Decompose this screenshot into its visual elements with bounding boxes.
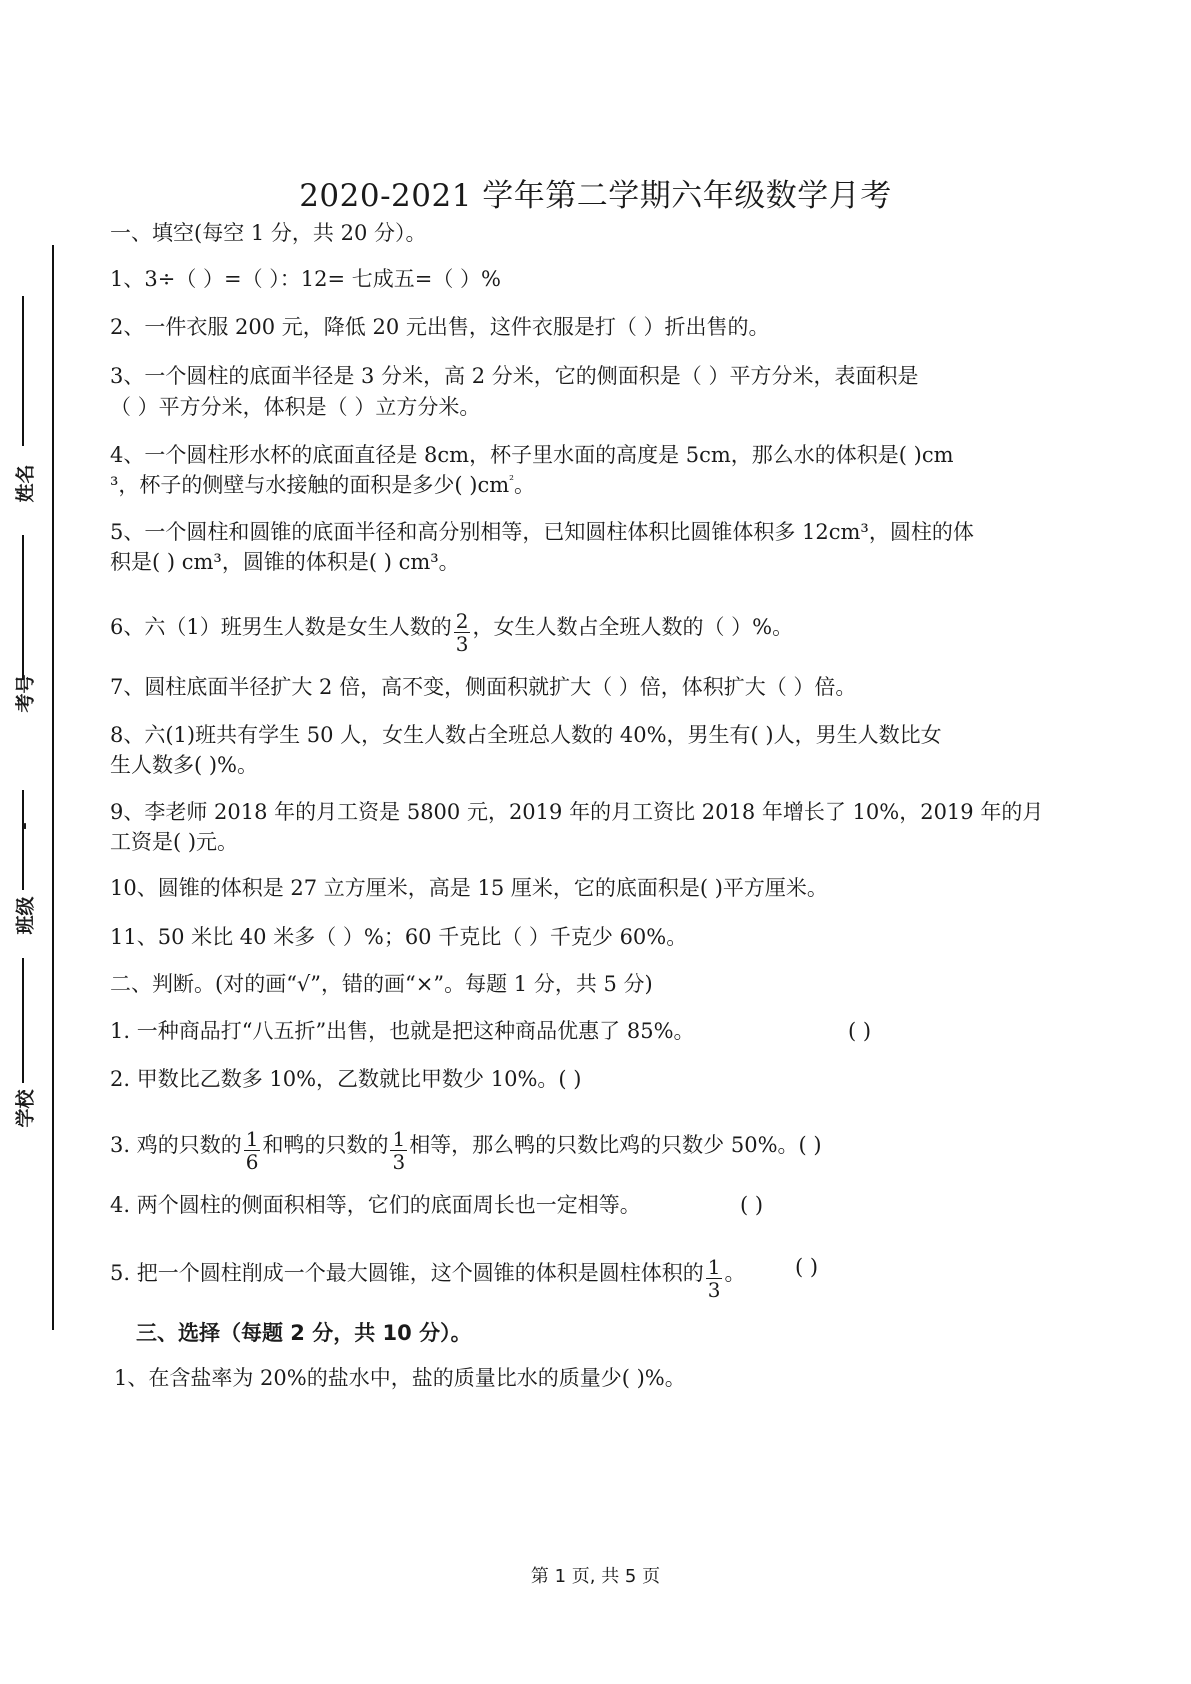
- exam-number-label: 考号: [14, 674, 37, 713]
- s2-q5-text-b: 。: [724, 1261, 746, 1285]
- s2-q5-text-a: 5. 把一个圆柱削成一个最大圆锥，这个圆锥的体积是圆柱体积的: [110, 1261, 704, 1285]
- s1-question-5-line2: 积是( ) cm³，圆锥的体积是( ) cm³。: [110, 550, 460, 574]
- s2-question-1-answer-paren: ( ): [848, 1019, 872, 1043]
- binding-margin-line: [52, 245, 54, 1330]
- s1-question-3-line1: 3、一个圆柱的底面半径是 3 分米，高 2 分米，它的侧面积是（ ）平方分米，表面积是: [110, 364, 919, 388]
- s1-question-1: 1、3÷（ ）=（ ）：12= 七成五=（ ）%: [110, 267, 501, 291]
- fraction-denominator: 3: [707, 1278, 721, 1302]
- s1-question-4-line1: 4、一个圆柱形水杯的底面直径是 8cm，杯子里水面的高度是 5cm，那么水的体积是( )cm: [110, 443, 954, 467]
- class-underline-bottom: [22, 840, 24, 890]
- name-label: 姓名: [14, 464, 37, 503]
- margin-dash: -: [13, 822, 35, 830]
- class-label: 班级: [14, 896, 37, 935]
- s1-question-9-line2: 工资是( )元。: [110, 830, 239, 854]
- fraction-1-3: [706, 1256, 723, 1301]
- s1-question-5-line1: 5、一个圆柱和圆锥的底面半径和高分别相等，已知圆柱体积比圆锥体积多 12cm³，圆柱的体: [110, 520, 974, 544]
- fraction-1-6: [244, 1128, 261, 1173]
- s1-question-8-line2: 生人数多( )%。: [110, 753, 259, 777]
- name-underline: [22, 296, 24, 446]
- fraction-denominator: 3: [392, 1150, 406, 1174]
- fraction-2-3: [454, 610, 471, 655]
- s2-q3-text-a: 3. 鸡的只数的: [110, 1133, 242, 1157]
- s1-question-10: 10、圆锥的体积是 27 立方厘米，高是 15 厘米，它的底面积是( )平方厘米。: [110, 876, 828, 900]
- s2-question-4: 4. 两个圆柱的侧面积相等，它们的底面周长也一定相等。: [110, 1193, 641, 1217]
- s1-q6-text-b: ，女生人数占全班人数的（ ）%。: [472, 615, 794, 639]
- s1-question-2: 2、一件衣服 200 元，降低 20 元出售，这件衣服是打（ ）折出售的。: [110, 315, 770, 339]
- s2-question-1: 1. 一种商品打“八五折”出售，也就是把这种商品优惠了 85%。: [110, 1019, 695, 1043]
- fraction-1-3: [390, 1128, 407, 1173]
- s1-q6-text-a: 6、六（1）班男生人数是女生人数的: [110, 615, 452, 639]
- s1-question-3-line2: （ ）平方分米，体积是（ ）立方分米。: [110, 395, 481, 419]
- s1-q4-superscript: ²: [509, 473, 514, 487]
- s2-question-5-answer-paren: ( ): [795, 1255, 819, 1279]
- s1-q4-text-a: ³，杯子的侧壁与水接触的面积是多少( )cm: [110, 473, 510, 497]
- fraction-numerator: 2: [455, 609, 469, 633]
- s2-question-3: [110, 1124, 822, 1174]
- s1-q4-text-b: 。: [513, 473, 535, 497]
- school-label: 学校: [14, 1089, 37, 1128]
- school-underline: [22, 958, 24, 1083]
- s1-question-4-line2: [110, 470, 535, 500]
- exam-number-underline: [22, 535, 24, 680]
- s1-question-7: 7、圆柱底面半径扩大 2 倍，高不变，侧面积就扩大（ ）倍，体积扩大（ ）倍。: [110, 675, 857, 699]
- fraction-numerator: 1: [392, 1127, 406, 1151]
- fraction-denominator: 6: [245, 1150, 259, 1174]
- section1-heading: 一、填空(每空 1 分，共 20 分）。: [110, 221, 427, 245]
- s1-question-8-line1: 8、六(1)班共有学生 50 人，女生人数占全班总人数的 40%，男生有( )人，男生人数比女: [110, 723, 942, 747]
- s1-question-9-line1: 9、李老师 2018 年的月工资是 5800 元，2019 年的月工资比 2018 年增长了 10%，2019 年的月: [110, 800, 1044, 824]
- s2-q3-text-b: 和鸭的只数的: [262, 1133, 389, 1157]
- s2-question-4-answer-paren: ( ): [740, 1193, 764, 1217]
- page-number-footer: 第 1 页, 共 5 页: [530, 1566, 661, 1587]
- fraction-numerator: 1: [245, 1127, 259, 1151]
- fraction-numerator: 1: [707, 1255, 721, 1279]
- fraction-denominator: 3: [455, 632, 469, 656]
- s1-question-11: 11、50 米比 40 米多（ ）%；60 千克比（ ）千克少 60%。: [110, 925, 688, 949]
- s3-question-1: 1、在含盐率为 20%的盐水中，盐的质量比水的质量少( )%。: [114, 1366, 686, 1390]
- s2-q3-text-c: 相等，那么鸭的只数比鸡的只数少 50%。( ): [409, 1133, 822, 1157]
- s2-question-5: [110, 1252, 746, 1302]
- section2-heading: 二、判断。(对的画“√”，错的画“×”。每题 1 分，共 5 分): [110, 972, 653, 996]
- exam-title: 2020-2021 学年第二学期六年级数学月考: [299, 178, 892, 214]
- section3-heading: 三、选择（每题 2 分，共 10 分）。: [136, 1321, 472, 1345]
- s2-question-2: 2. 甲数比乙数多 10%，乙数就比甲数少 10%。( ): [110, 1067, 582, 1091]
- s1-question-6: [110, 606, 794, 656]
